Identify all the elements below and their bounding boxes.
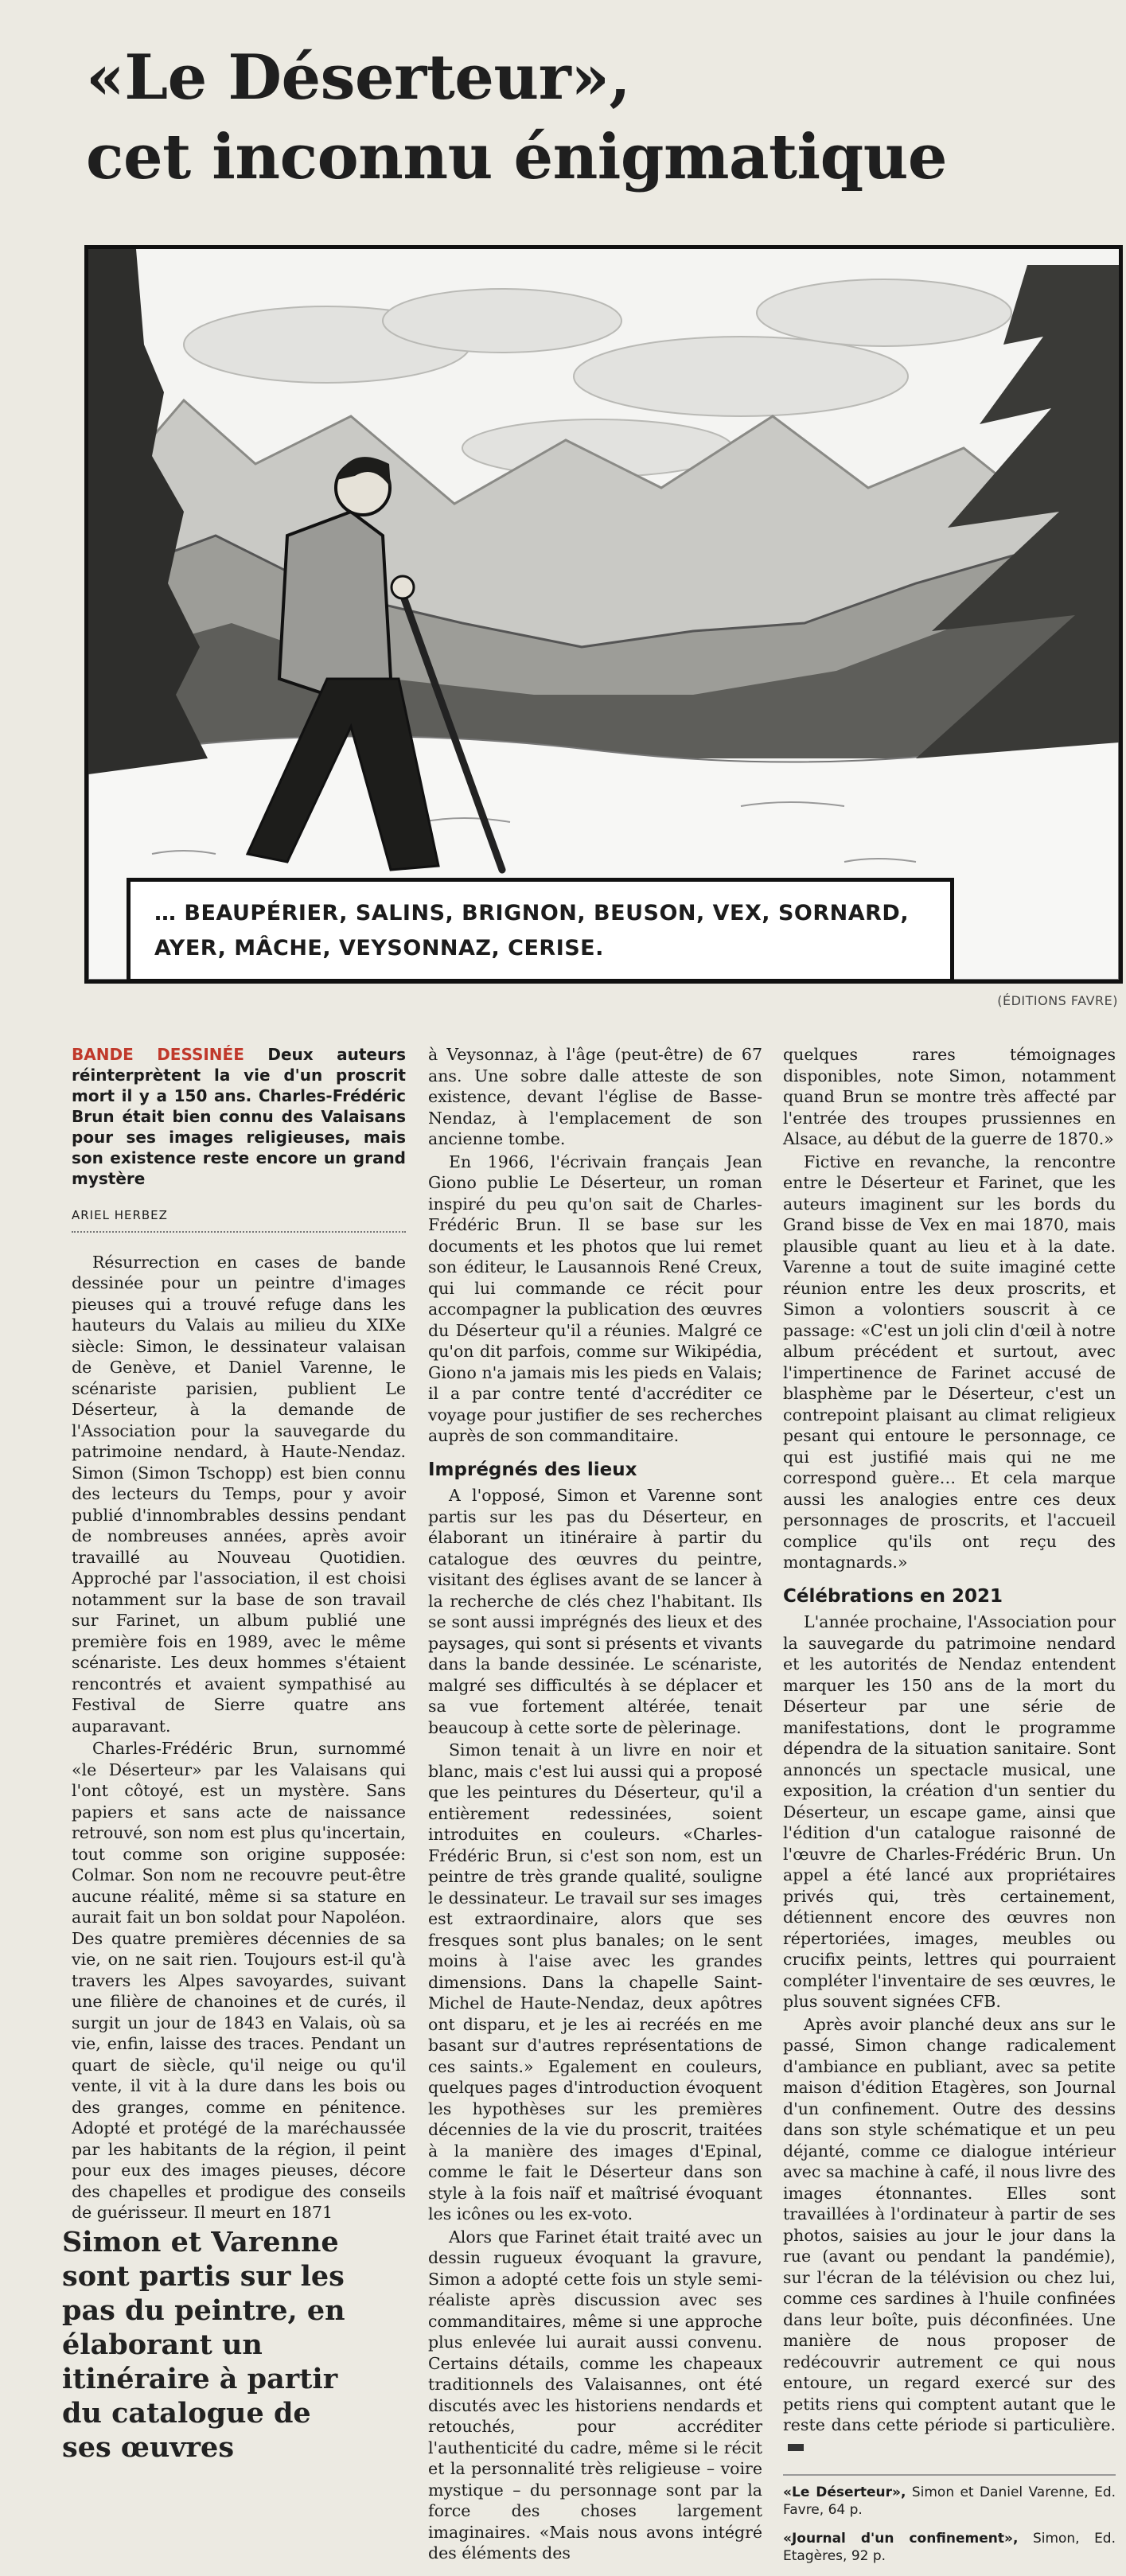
image-credit: (ÉDITIONS FAVRE) bbox=[997, 993, 1118, 1008]
book-references bbox=[783, 2474, 1116, 2565]
book-title: «Le Déserteur», bbox=[783, 2484, 906, 2500]
headline bbox=[86, 38, 1041, 197]
column-3 bbox=[783, 1044, 1116, 2576]
comic-panel-illustration bbox=[84, 245, 1123, 984]
body-paragraph: Alors que Farinet était traité avec un dessin rugueux évoquant la gravure, Simon a adopté cette fois un style semi-réaliste après discussion avec ses commanditaires, même si une approche plus enlevée lui aurait aussi convenu. Certains détails, comme les chapeaux traditionnels des Valaisannes, ont été discutés avec les historiens nendards et retouchés, pour accréditer l'authenticité du cadre, même si le récit et la personnalité très religieuse – voire mystique – du personnage sont par la force des choses largement imaginaires. «Mais nous avons intégré des éléments des bbox=[428, 2227, 762, 2562]
book-details: Simon et Daniel Varenne, Ed. Favre, 64 p. bbox=[783, 2484, 1116, 2518]
body-paragraph: L'année prochaine, l'Association pour la sauvegarde du patrimoine nendard et les autorités de Nendaz entendent marquer les 150 ans de la mort du Déserteur par une série de manifestations, dont le programme dépendra de la situation sanitaire. Sont annoncés un spectacle musical, une exposition, la création d'un sentier du Déserteur, un escape game, ainsi que l'édition d'un catalogue raisonné de l'œuvre de Charles-Frédéric Brun. Un appel a été lancé aux propriétaires privés qui, très certainement, détiennent encore des œuvres non répertoriées, images, meubles ou crucifix peints, lettres qui pourraient compléter l'inventaire de ses œuvres, le plus souvent signées CFB. bbox=[783, 1612, 1116, 2011]
body-paragraph: quelques rares témoignages disponibles, note Simon, notamment quand Brun se montre très affecté par l'entrée des troupes prussiennes en Alsace, au début de la guerre de 1870.» bbox=[783, 1045, 1116, 1148]
body-paragraph: Charles-Frédéric Brun, surnommé «le Déserteur» par les Valaisans qui l'ont côtoyé, est un mystère. Sans papiers et sans acte de naissance retrouvé, son nom est plus qu'incertain, tout comme son origine supposée: Colmar. Son nom ne recouvre peut-être aucune réalité, même si sa stature en aurait fait un bon soldat pour Napoléon. Des quatre premières décennies de sa vie, on ne sait rien. Toujours est-il qu'à travers les Alpes savoyardes, suivant une filière de chanoines et de curés, il surgit un jour de 1843 en Valais, où sa vie, enfin, laisse des traces. Pendant un quart de siècle, qu'il neige ou qu'il vente, il vit à la dure dans les bois ou des granges, comme en pénitence. Adopté et protégé de la maréchaussée par les habitants de la région, il peint pour eux des images pieuses, décore des chapelles et prodigue des conseils de guérisseur. Il meurt en 1871 bbox=[72, 1739, 406, 2222]
column-2 bbox=[428, 1044, 762, 2566]
book-title: «Journal d'un confinement», bbox=[783, 2531, 1019, 2547]
lead-paragraph bbox=[72, 1044, 406, 1189]
body-text: Après avoir planché deux ans sur le passé, Simon change radicalement d'ambiance en publiant, avec sa petite maison d'édition Etagères, son Journal d'un confinement. Outre des dessins dans son style schématique et un peu déjanté, comme ce dialogue intérieur avec sa machine à café, il nous livre des images étonnantes. Elles sont travaillées à l'ordinateur à partir de ses photos, saisies au jour le jour dans la rue (avant ou pendant la pandémie), sur l'écran de la télévision ou chez lui, comme ces sardines à l'huile confinées dans leur boîte, puis déconfinées. Une manière de nous proposer de redécouvrir autrement ce qui nous entoure, un regard exercé sur des petits riens qui comptent autant que le reste dans cette période si particulière. bbox=[783, 2014, 1116, 2434]
panel-caption: … BEAUPÉRIER, SALINS, BRIGNON, BEUSON, VEX, SORNARD, AYER, MÂCHE, VEYSONNAZ, CERISE. bbox=[127, 878, 954, 983]
end-of-article-mark bbox=[788, 2444, 804, 2451]
book-details: Simon, Ed. Etagères, 92 p. bbox=[783, 2531, 1116, 2564]
body-paragraph: Fictive en revanche, la rencontre entre le Déserteur et Farinet, que les auteurs imaginent sur les bords du Grand bisse de Vex en mai 1870, mais plausible quant au lieu et à la date. Varenne a tout de suite imaginé cette réunion entre les deux proscrits, et Simon a volontiers souscrit à ce passage: «C'est un joli clin d'œil à notre album précédent et surtout, avec l'impertinence de Farinet accusé de blasphème par le Déserteur, c'est un contrepoint plaisant au climat religieux pesant qui entoure le personnage, ce qui est justifié mais qui ne me correspond guère… Et cela marque aussi les analogies entre ces deux personnages de proscrits, et l'accueil complice qu'ils ont reçu des montagnards.» bbox=[783, 1152, 1116, 1572]
body-paragraph: à Veysonnaz, à l'âge (peut-être) de 67 ans. Une sobre dalle atteste de son existence, devant l'église de Basse-Nendaz, à l'emplacement de son ancienne tombe. bbox=[428, 1045, 762, 1148]
body-paragraph: Résurrection en cases de bande dessinée pour un peintre d'images pieuses qui a trouvé refuge dans les hauteurs du Valais au milieu du XIXe siècle: Simon, le dessinateur valaisan de Genève, et Daniel Varenne, le scénariste parisien, publient Le Déserteur, à la demande de l'Association pour la sauvegarde du patrimoine nendard, à Haute-Nendaz. Simon (Simon Tschopp) est bien connu des lecteurs du Temps, pour y avoir publié d'innombrables dessins pendant de nombreuses années, après avoir travaillé au Nouveau Quotidien. Approché par l'association, il est choisi notamment sur la base de son travail sur Farinet, un album publié une première fois en 1989, avec le même scénariste. Les deux hommes s'étaient rencontrés et avaient sympathisé au Festival de Sierre quatre ans auparavant. bbox=[72, 1252, 406, 1736]
subheading: Imprégnés des lieux bbox=[428, 1459, 637, 1480]
body-paragraph: En 1966, l'écrivain français Jean Giono publie Le Déserteur, un roman inspiré du peu qu'on sait de Charles-Frédéric Brun. Il se base sur les documents et les photos que lui remet son éditeur, le Lausannois René Creux, qui lui commande ce récit pour accompagner la publication des œuvres du Déserteur qu'il a réunies. Malgré ce qu'on dit parfois, comme sur Wikipédia, Giono n'a jamais mis les pieds en Valais; il a par contre tenté d'accréditer ce voyage pour justifier de ses recherches auprès de son commanditaire. bbox=[428, 1152, 762, 1445]
section-kicker: BANDE DESSINÉE bbox=[72, 1045, 244, 1064]
lead-text: Deux auteurs réinterprètent la vie d'un proscrit mort il y a 150 ans. Charles-Frédéric Brun était bien connu des Valaisans pour ses images religieuses, mais son existence reste encore un grand mystère bbox=[72, 1045, 406, 1188]
subheading: Célébrations en 2021 bbox=[783, 1585, 1003, 1607]
author-byline: ARIEL HERBEZ bbox=[72, 1205, 406, 1233]
body-paragraph: A l'opposé, Simon et Varenne sont partis sur les pas du Déserteur, en élaborant un itinéraire à partir du catalogue des œuvres du peintre, visitant des églises avant de se lancer à la recherche de clés chez l'habitant. Ils se sont aussi imprégnés des lieux et des paysages, qui sont si présents et vivants dans la bande dessinée. Le scénariste, malgré ses difficultés à se déplacer et sa vue fortement altérée, tenait beaucoup à cette sorte de pèlerinage. bbox=[428, 1486, 762, 1737]
book-reference bbox=[783, 2484, 1116, 2519]
mountain-landscape-drawing bbox=[88, 249, 1119, 980]
column-1 bbox=[72, 1044, 406, 2225]
body-paragraph bbox=[783, 2014, 1116, 2457]
body-paragraph: Simon tenait à un livre en noir et blanc, mais c'est lui aussi qui a proposé que les peintures du Déserteur, qu'il a entièrement redessinées, soient introduites en couleurs. «Charles-Frédéric Brun, si c'est son nom, est un peintre de très grande qualité, souligne le dessinateur. Le travail sur ses images est extraordinaire, alors que ses fresques sont plus banales; on le sent moins à l'aise avec les grandes dimensions. Dans la chapelle Saint-Michel de Haute-Nendaz, deux apôtres ont disparu, et je les ai recréés en me basant sur d'autres représentations de ces saints.» Egalement en couleurs, quelques pages d'introduction évoquent les hypothèses sur les premières décennies de la vie du proscrit, traitées à la manière des images d'Epinal, comme le fait le Déserteur dans son style à la fois naïf et maîtrisé évoquant les icônes ou les ex-voto. bbox=[428, 1740, 762, 2223]
headline-line-2: cet inconnu énigmatique bbox=[86, 121, 948, 193]
headline-line-1: «Le Déserteur», bbox=[86, 41, 631, 114]
book-reference bbox=[783, 2530, 1116, 2565]
pull-quote: Simon et Varenne sont partis sur les pas du peintre, en élaborant un itinéraire à partir du catalogue de ses œuvres bbox=[62, 2226, 345, 2464]
